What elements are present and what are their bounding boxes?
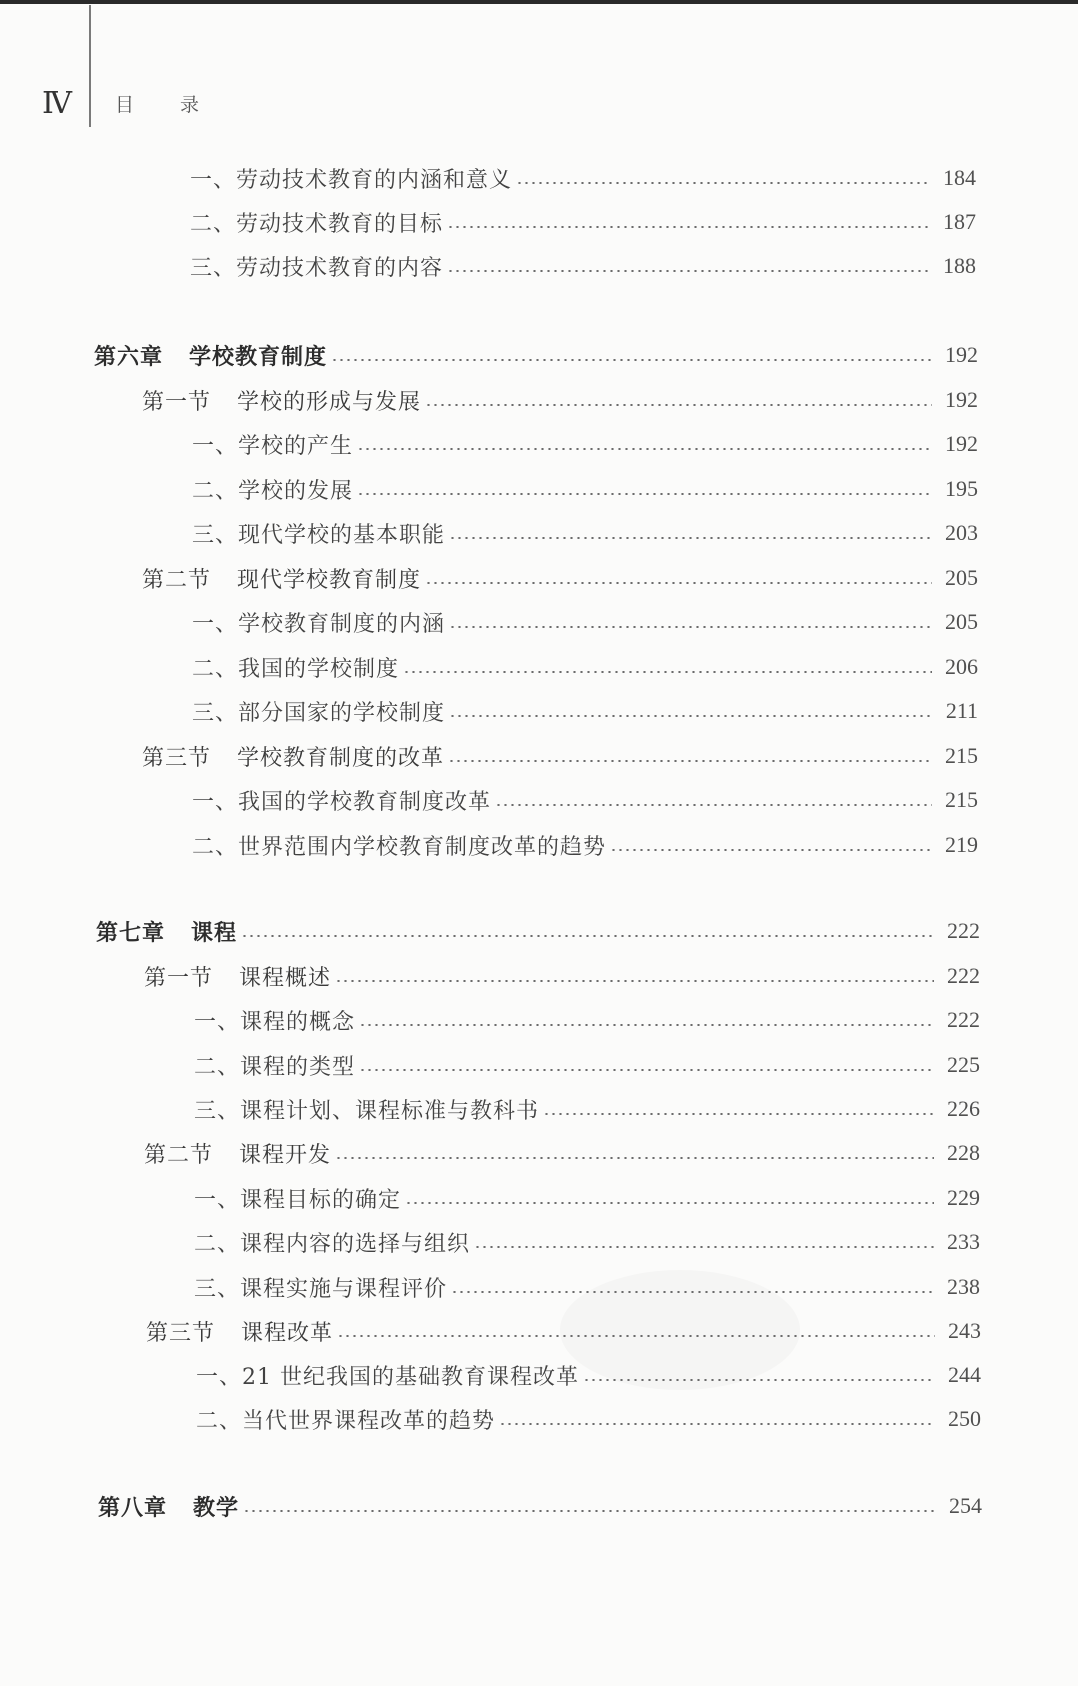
toc-page-number: 244 bbox=[948, 1362, 981, 1387]
toc-item-label: 二、课程的类型 bbox=[194, 1054, 356, 1080]
toc-item[interactable] bbox=[194, 1093, 980, 1125]
toc-item-label: 三、课程计划、课程标准与教科书 bbox=[194, 1098, 540, 1124]
dot-leader bbox=[403, 671, 932, 673]
toc-item-label: 二、课程内容的选择与组织 bbox=[194, 1231, 471, 1257]
page-top-edge bbox=[0, 0, 1078, 4]
section-number: 第二节 bbox=[142, 567, 212, 593]
section-heading bbox=[144, 1138, 331, 1169]
toc-item-label: 一、课程目标的确定 bbox=[194, 1187, 402, 1213]
toc-item[interactable] bbox=[194, 1004, 980, 1036]
header-divider bbox=[89, 5, 91, 127]
toc-page-number: 222 bbox=[947, 1007, 980, 1032]
toc-page-number: 195 bbox=[945, 476, 978, 501]
section-number: 第一节 bbox=[142, 389, 212, 415]
toc-item-label: 三、劳动技术教育的内容 bbox=[190, 255, 444, 281]
toc-item-label: 二、当代世界课程改革的趋势 bbox=[196, 1408, 496, 1434]
chapter-title: 学校教育制度 bbox=[189, 343, 328, 370]
dot-leader bbox=[543, 1113, 934, 1115]
toc-item-label: 一、学校的产生 bbox=[192, 433, 354, 459]
dot-leader bbox=[357, 448, 932, 450]
dot-leader bbox=[451, 1291, 934, 1293]
section-title: 学校的形成与发展 bbox=[237, 389, 422, 415]
section-title: 课程开发 bbox=[239, 1142, 332, 1168]
chapter-heading bbox=[96, 916, 237, 947]
toc-item-label: 三、现代学校的基本职能 bbox=[192, 522, 446, 548]
toc-item-label: 一、课程的概念 bbox=[194, 1009, 356, 1035]
toc-item-label: 三、课程实施与课程评价 bbox=[194, 1276, 448, 1302]
toc-page-number: 243 bbox=[948, 1318, 981, 1343]
dot-leader bbox=[331, 359, 932, 361]
toc-page-number: 184 bbox=[943, 165, 976, 190]
toc-section[interactable] bbox=[142, 384, 978, 416]
dot-leader bbox=[357, 493, 932, 495]
toc-item[interactable] bbox=[190, 206, 976, 238]
section-title: 课程改革 bbox=[241, 1320, 334, 1346]
toc-item[interactable] bbox=[196, 1359, 981, 1391]
dot-leader bbox=[337, 1335, 935, 1337]
toc-chapter-7[interactable] bbox=[96, 915, 980, 947]
toc-page-number: 228 bbox=[947, 1140, 980, 1165]
dot-leader bbox=[583, 1379, 935, 1381]
toc-item[interactable] bbox=[192, 517, 978, 549]
toc-page-number: 222 bbox=[947, 963, 980, 988]
toc-item[interactable] bbox=[194, 1226, 980, 1258]
toc-page-number: 205 bbox=[945, 565, 978, 590]
dot-leader bbox=[516, 182, 930, 184]
toc-page-number: 188 bbox=[943, 253, 976, 278]
toc-item[interactable] bbox=[192, 428, 978, 460]
toc-item-label: 二、劳动技术教育的目标 bbox=[190, 211, 444, 237]
toc-item-label: 一、学校教育制度的内涵 bbox=[192, 611, 446, 637]
toc-page-number: 187 bbox=[943, 209, 976, 234]
toc-page-number: 192 bbox=[945, 387, 978, 412]
section-number: 第三节 bbox=[146, 1320, 216, 1346]
toc-section[interactable] bbox=[144, 1137, 980, 1169]
toc-item-label: 二、世界范围内学校教育制度改革的趋势 bbox=[192, 834, 607, 860]
toc-item[interactable] bbox=[190, 250, 976, 282]
toc-chapter-6[interactable] bbox=[94, 339, 978, 371]
toc-page-number: 205 bbox=[945, 609, 978, 634]
toc-item[interactable] bbox=[194, 1271, 980, 1303]
section-heading bbox=[142, 385, 421, 416]
section-title: 课程概述 bbox=[239, 965, 332, 991]
chapter-heading bbox=[98, 1491, 239, 1522]
chapter-number: 第七章 bbox=[96, 919, 166, 946]
toc-item-label: 一、我国的学校教育制度改革 bbox=[192, 789, 492, 815]
toc-item[interactable] bbox=[194, 1182, 980, 1214]
dot-leader bbox=[405, 1202, 934, 1204]
section-number: 第一节 bbox=[144, 965, 214, 991]
toc-page-number: 203 bbox=[945, 520, 978, 545]
toc-page-number: 192 bbox=[945, 431, 978, 456]
section-heading bbox=[146, 1316, 333, 1347]
toc-page-number: 254 bbox=[949, 1493, 982, 1518]
section-number: 第三节 bbox=[142, 745, 212, 771]
section-heading bbox=[142, 563, 421, 594]
dot-leader bbox=[241, 935, 934, 937]
toc-page-number: 192 bbox=[945, 342, 978, 367]
toc-item[interactable] bbox=[192, 829, 978, 861]
chapter-number: 第六章 bbox=[94, 343, 164, 370]
dot-leader bbox=[449, 715, 932, 717]
toc-section[interactable] bbox=[146, 1315, 981, 1347]
toc-item-label: 一、21 世纪我国的基础教育课程改革 bbox=[196, 1364, 579, 1390]
toc-page-number: 226 bbox=[947, 1096, 980, 1121]
dot-leader bbox=[474, 1246, 934, 1248]
toc-item-label: 三、部分国家的学校制度 bbox=[192, 700, 446, 726]
toc-page-number: 222 bbox=[947, 918, 980, 943]
dot-leader bbox=[425, 582, 932, 584]
dot-leader bbox=[447, 270, 930, 272]
section-title: 现代学校教育制度 bbox=[237, 567, 422, 593]
toc-item-label: 二、学校的发展 bbox=[192, 478, 354, 504]
toc-item[interactable] bbox=[192, 606, 978, 638]
toc-page-number: 225 bbox=[947, 1052, 980, 1077]
dot-leader bbox=[495, 804, 932, 806]
toc-item[interactable] bbox=[196, 1403, 981, 1435]
dot-leader bbox=[449, 537, 932, 539]
dot-leader bbox=[335, 1157, 934, 1159]
section-number: 第二节 bbox=[144, 1142, 214, 1168]
section-heading bbox=[142, 741, 444, 772]
toc-item[interactable] bbox=[192, 695, 978, 727]
toc-page-number: 215 bbox=[945, 743, 978, 768]
toc-page-number: 211 bbox=[945, 698, 978, 723]
toc-chapter-8[interactable] bbox=[98, 1490, 982, 1522]
toc-item[interactable] bbox=[192, 784, 978, 816]
toc-item[interactable] bbox=[190, 162, 976, 194]
section-heading bbox=[144, 961, 331, 992]
chapter-title: 课程 bbox=[191, 919, 238, 946]
dot-leader bbox=[425, 404, 932, 406]
page-roman-numeral: Ⅳ bbox=[42, 87, 71, 120]
toc-item-label: 二、我国的学校制度 bbox=[192, 656, 400, 682]
toc-item[interactable] bbox=[194, 1049, 980, 1081]
toc-section[interactable] bbox=[142, 740, 978, 772]
toc-section[interactable] bbox=[144, 960, 980, 992]
dot-leader bbox=[243, 1510, 936, 1512]
toc-section[interactable] bbox=[142, 562, 978, 594]
dot-leader bbox=[359, 1024, 934, 1026]
section-title: 学校教育制度的改革 bbox=[237, 745, 445, 771]
toc-page-number: 206 bbox=[945, 654, 978, 679]
toc-page-number: 215 bbox=[945, 787, 978, 812]
toc-page-number: 219 bbox=[945, 832, 978, 857]
dot-leader bbox=[359, 1069, 934, 1071]
running-header-title: 目录 bbox=[115, 94, 246, 116]
chapter-title: 教学 bbox=[193, 1494, 240, 1521]
dot-leader bbox=[499, 1423, 935, 1425]
dot-leader bbox=[448, 760, 932, 762]
toc-page-number: 250 bbox=[948, 1406, 981, 1431]
chapter-heading bbox=[94, 340, 327, 371]
toc-item[interactable] bbox=[192, 651, 978, 683]
toc-page-number: 229 bbox=[947, 1185, 980, 1210]
dot-leader bbox=[610, 849, 932, 851]
toc-item-label: 一、劳动技术教育的内涵和意义 bbox=[190, 167, 513, 193]
dot-leader bbox=[335, 980, 934, 982]
dot-leader bbox=[449, 626, 932, 628]
chapter-number: 第八章 bbox=[98, 1494, 168, 1521]
toc-page-number: 238 bbox=[947, 1274, 980, 1299]
toc-page-number: 233 bbox=[947, 1229, 980, 1254]
dot-leader bbox=[447, 226, 930, 228]
toc-item[interactable] bbox=[192, 473, 978, 505]
